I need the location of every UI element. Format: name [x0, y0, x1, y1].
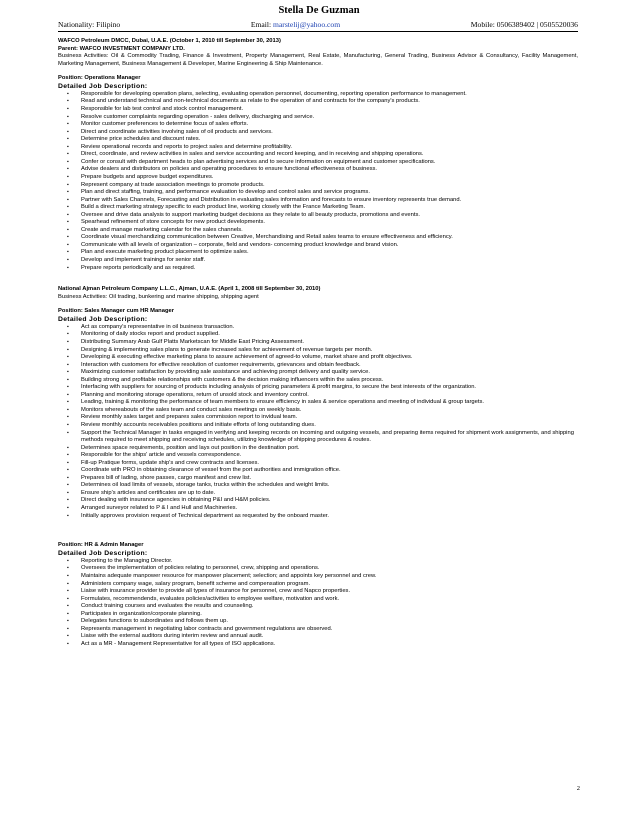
- duty-item: ▪ Direct dealing with insurance agencies in obtaining P&I and H&M policies.: [58, 497, 578, 505]
- job3-duties-list: [58, 558, 578, 649]
- duty-item: ▪ Conduct training courses and evaluates the results and counseling.: [58, 603, 578, 611]
- job1-company: WAFCO Petroleum DMCC, Dubai, U.A.E. (October 1, 2010 till September 30, 2013): [58, 38, 281, 44]
- duty-item: ▪ Review operational records and reports to project sales and determine profitability.: [58, 144, 578, 152]
- duty-item: ▪ Plan and direct staffing, training, and performance evaluation to develop and control sales and service programs.: [58, 189, 578, 197]
- duty-item: ▪ Determines space requirements, position and lays out position in the destination port.: [58, 445, 578, 453]
- duty-item: ▪ Spearhead refinement of store concepts for new product developments.: [58, 219, 578, 227]
- duty-item: ▪ Represents management in negotiating labor contracts and government regulations are observed.: [58, 626, 578, 634]
- duty-item: ▪ Building strong and profitable relationships with customers & the decision making influencers within the sales process.: [58, 377, 578, 385]
- duty-item: ▪ Direct, coordinate, and review activities in sales and service accounting and record keeping, and in receiving and shipping operations.: [58, 151, 578, 159]
- duty-item: ▪ Direct and coordinate activities involving sales of oil products and services.: [58, 129, 578, 137]
- page-number: 2: [576, 785, 580, 792]
- duty-item: ▪ Confer or consult with department heads to plan advertising services and to secure information on equipment and customer specifications.: [58, 159, 578, 167]
- duty-item: ▪ Developing & executing effective marketing plans to assure achievement of agreed-to volume, market share and profit objectives.: [58, 354, 578, 362]
- duty-item: ▪ Monitors whereabouts of the sales team and conduct sales meetings on weekly basis.: [58, 407, 578, 415]
- duty-item: ▪ Responsible for developing operation plans, selecting, evaluating operation personnel, documenting, reporting operation performance to management.: [58, 91, 578, 99]
- duty-item: ▪ Advise dealers and distributors on policies and operating procedures to ensure functional effectiveness of business.: [58, 166, 578, 174]
- resume-content: [58, 38, 578, 648]
- duty-item: ▪ Partner with Sales Channels, Forecasting and Distribution in evaluating sales information and forecasts to ensure inventory represents true demand.: [58, 197, 578, 205]
- duty-item: ▪ Plan and execute marketing product placement to optimize sales.: [58, 249, 578, 257]
- duty-item: ▪ Represent company at trade association meetings to promote products.: [58, 182, 578, 190]
- job1-parent: Parent: WAFCO INVESTMENT COMPANY LTD.: [58, 45, 185, 52]
- duty-item: ▪ Delegates functions to subordinates and follows them up.: [58, 618, 578, 626]
- duty-item: ▪ Interfacing with suppliers for sourcing of products including analysis of pricing parameters & profit margins, to secure the best interests of the organization.: [58, 384, 578, 392]
- duty-item: ▪ Monitoring of daily stocks report and product supplied.: [58, 331, 578, 339]
- duty-item: ▪ Participates in organization/corporate planning.: [58, 611, 578, 619]
- duty-item: ▪ Review monthly accounts receivables positions and initiate efforts of long outstanding dues.: [58, 422, 578, 430]
- duty-item: ▪ Distributing Summary Arab Gulf Platts Marketscan for Middle East Pricing Assessment.: [58, 339, 578, 347]
- job1-position: Position: Operations Manager: [58, 75, 141, 82]
- job3-jd-label: Detailed Job Description:: [58, 549, 148, 557]
- duty-item: ▪ Administers company wage, salary program, benefit scheme and compensation program.: [58, 581, 578, 589]
- duty-item: ▪ Act as company's representative in oil business transaction.: [58, 324, 578, 332]
- duty-item: ▪ Determines oil load limits of vessels, storage tanks, trucks within the schedules and weight limits.: [58, 482, 578, 490]
- duty-item: ▪ Read and understand technical and non-technical documents as relate to the operation of and contracts for the company's products.: [58, 98, 578, 106]
- job1-jd-label: Detailed Job Description:: [58, 82, 148, 90]
- duty-item: ▪ Oversees the implementation of policies relating to personnel, crew, shipping and operations.: [58, 565, 578, 573]
- job2-duties-list: [58, 324, 578, 520]
- duty-item: ▪ Initially approves provision request of Technical department as requested by the onboard master.: [58, 513, 578, 521]
- job3-position: Position: HR & Admin Manager: [58, 542, 144, 549]
- duty-item: ▪ Maintains adequate manpower resource for manpower placement; selection; and appoints key personnel and crew.: [58, 573, 578, 581]
- duty-item: ▪ Formulates, recommendends, evaluates policies/activities to employee welfare, motivation and work.: [58, 596, 578, 604]
- job2-position: Position: Sales Manager cum HR Manager: [58, 308, 174, 315]
- email-link[interactable]: marstelij@yahoo.com: [273, 20, 341, 29]
- job1-activities: Business Activities: Oil & Commodity Trading, Finance & Investment, Property Management, Real Estate, Manufacturing, General Trading, Business Advisor & Consultancy, Facility Management, Marketing Management, Business Management & Developer, Marine Engineering & Ship Maintenance.: [58, 53, 578, 67]
- duty-item: ▪ Planning and monitoring storage operations, return of unsold stock and inventory control.: [58, 392, 578, 400]
- contact-line: [58, 20, 578, 32]
- mobile: Mobile: 0506389402 | 0505520036: [470, 20, 578, 29]
- duty-item: ▪ Prepare reports periodically and as required.: [58, 265, 578, 273]
- duty-item: ▪ Create and manage marketing calendar for the sales channels.: [58, 227, 578, 235]
- duty-item: ▪ Support the Technical Manager in tasks engaged in verifying and keeping records on incoming and outgoing vessels, and preparing items required for shipment work assignments, and shipping methods required to meet shipping and receiving schedules, utilizing knowledge of shipping procedures & routes.: [58, 430, 578, 445]
- duty-item: ▪ Maximizing customer satisfaction by providing sale assistance and achieving prompt delivery and quality service.: [58, 369, 578, 377]
- duty-item: ▪ Liaise with insurance provider to provide all types of insurance for personnel, crew and Napco properties.: [58, 588, 578, 596]
- duty-item: ▪ Designing & implementing sales plans to generate increased sales for achievement of revenue targets per month.: [58, 347, 578, 355]
- duty-item: ▪ Build a direct marketing strategy specific to each product line, working closely with the France Marketing Team.: [58, 204, 578, 212]
- nationality: Nationality: Filipino: [58, 20, 121, 29]
- duty-item: ▪ Determine price schedules and discount rates.: [58, 136, 578, 144]
- duty-item: ▪ Interaction with customers for effective resolution of customer requirements, grievances and obtain feedback.: [58, 362, 578, 370]
- duty-item: ▪ Develop and implement trainings for senior staff.: [58, 257, 578, 265]
- duty-item: ▪ Resolve customer complaints regarding operation - sales delivery, discharging and service.: [58, 114, 578, 122]
- job2-company: National Ajman Petroleum Company L.L.C., Ajman, U.A.E. (April 1, 2008 till September 30, 2010): [58, 286, 321, 293]
- duty-item: ▪ Coordinate visual merchandizing communication between Creative, Merchandising and Retail sales teams to ensure effectiveness and efficiency.: [58, 234, 578, 242]
- duty-item: ▪ Review monthly sales target and prepares sales commission report to invidual team.: [58, 414, 578, 422]
- email-label: Email:: [250, 20, 274, 29]
- job2-jd-label: Detailed Job Description:: [58, 315, 148, 323]
- job2-activities: Business Activities: Oil trading, bunkering and marine shipping, shipping agent: [58, 293, 259, 300]
- duty-item: ▪ Coordinate with PRO in obtaining clearance of vessel from the port authorities and immigration office.: [58, 467, 578, 475]
- duty-item: ▪ Monitor customer preferences to determine focus of sales efforts.: [58, 121, 578, 129]
- duty-item: ▪ Act as a MR - Management Representative for all types of ISO applications.: [58, 641, 578, 649]
- job1-duties-list: [58, 91, 578, 272]
- duty-item: ▪ Arranged surveyor related to P & I and Hull and Machineries.: [58, 505, 578, 513]
- duty-item: ▪ Leading, training & monitoring the performance of team members to ensure efficiency in sales & service operations and meeting of individual & group targets.: [58, 399, 578, 407]
- duty-item: ▪ Liaise with the external auditors during interim review and annual audit.: [58, 633, 578, 641]
- duty-item: ▪ Fill-up Pratique forms, update ship's and crew contracts and licenses.: [58, 460, 578, 468]
- email-block: [251, 20, 340, 29]
- duty-item: ▪ Reporting to the Managing Director.: [58, 558, 578, 566]
- candidate-name: Stella De Guzman: [278, 5, 360, 16]
- duty-item: ▪ Communicate with all levels of organization – corporate, field and vendors- concerning product knowledge and brand vision.: [58, 242, 578, 250]
- duty-item: ▪ Prepares bill of lading, shore passes, cargo manifest and crew list.: [58, 475, 578, 483]
- duty-item: ▪ Responsible for the ships' article and vessels correspondence.: [58, 452, 578, 460]
- duty-item: ▪ Responsible for lab test control and stock control management.: [58, 106, 578, 114]
- duty-item: ▪ Ensure ship's articles and certificates are up to date.: [58, 490, 578, 498]
- duty-item: ▪ Prepare budgets and approve budget expenditures.: [58, 174, 578, 182]
- duty-item: ▪ Oversee and drive data analysis to support marketing budget decisions as they relate to all beauty products, promotions and events.: [58, 212, 578, 220]
